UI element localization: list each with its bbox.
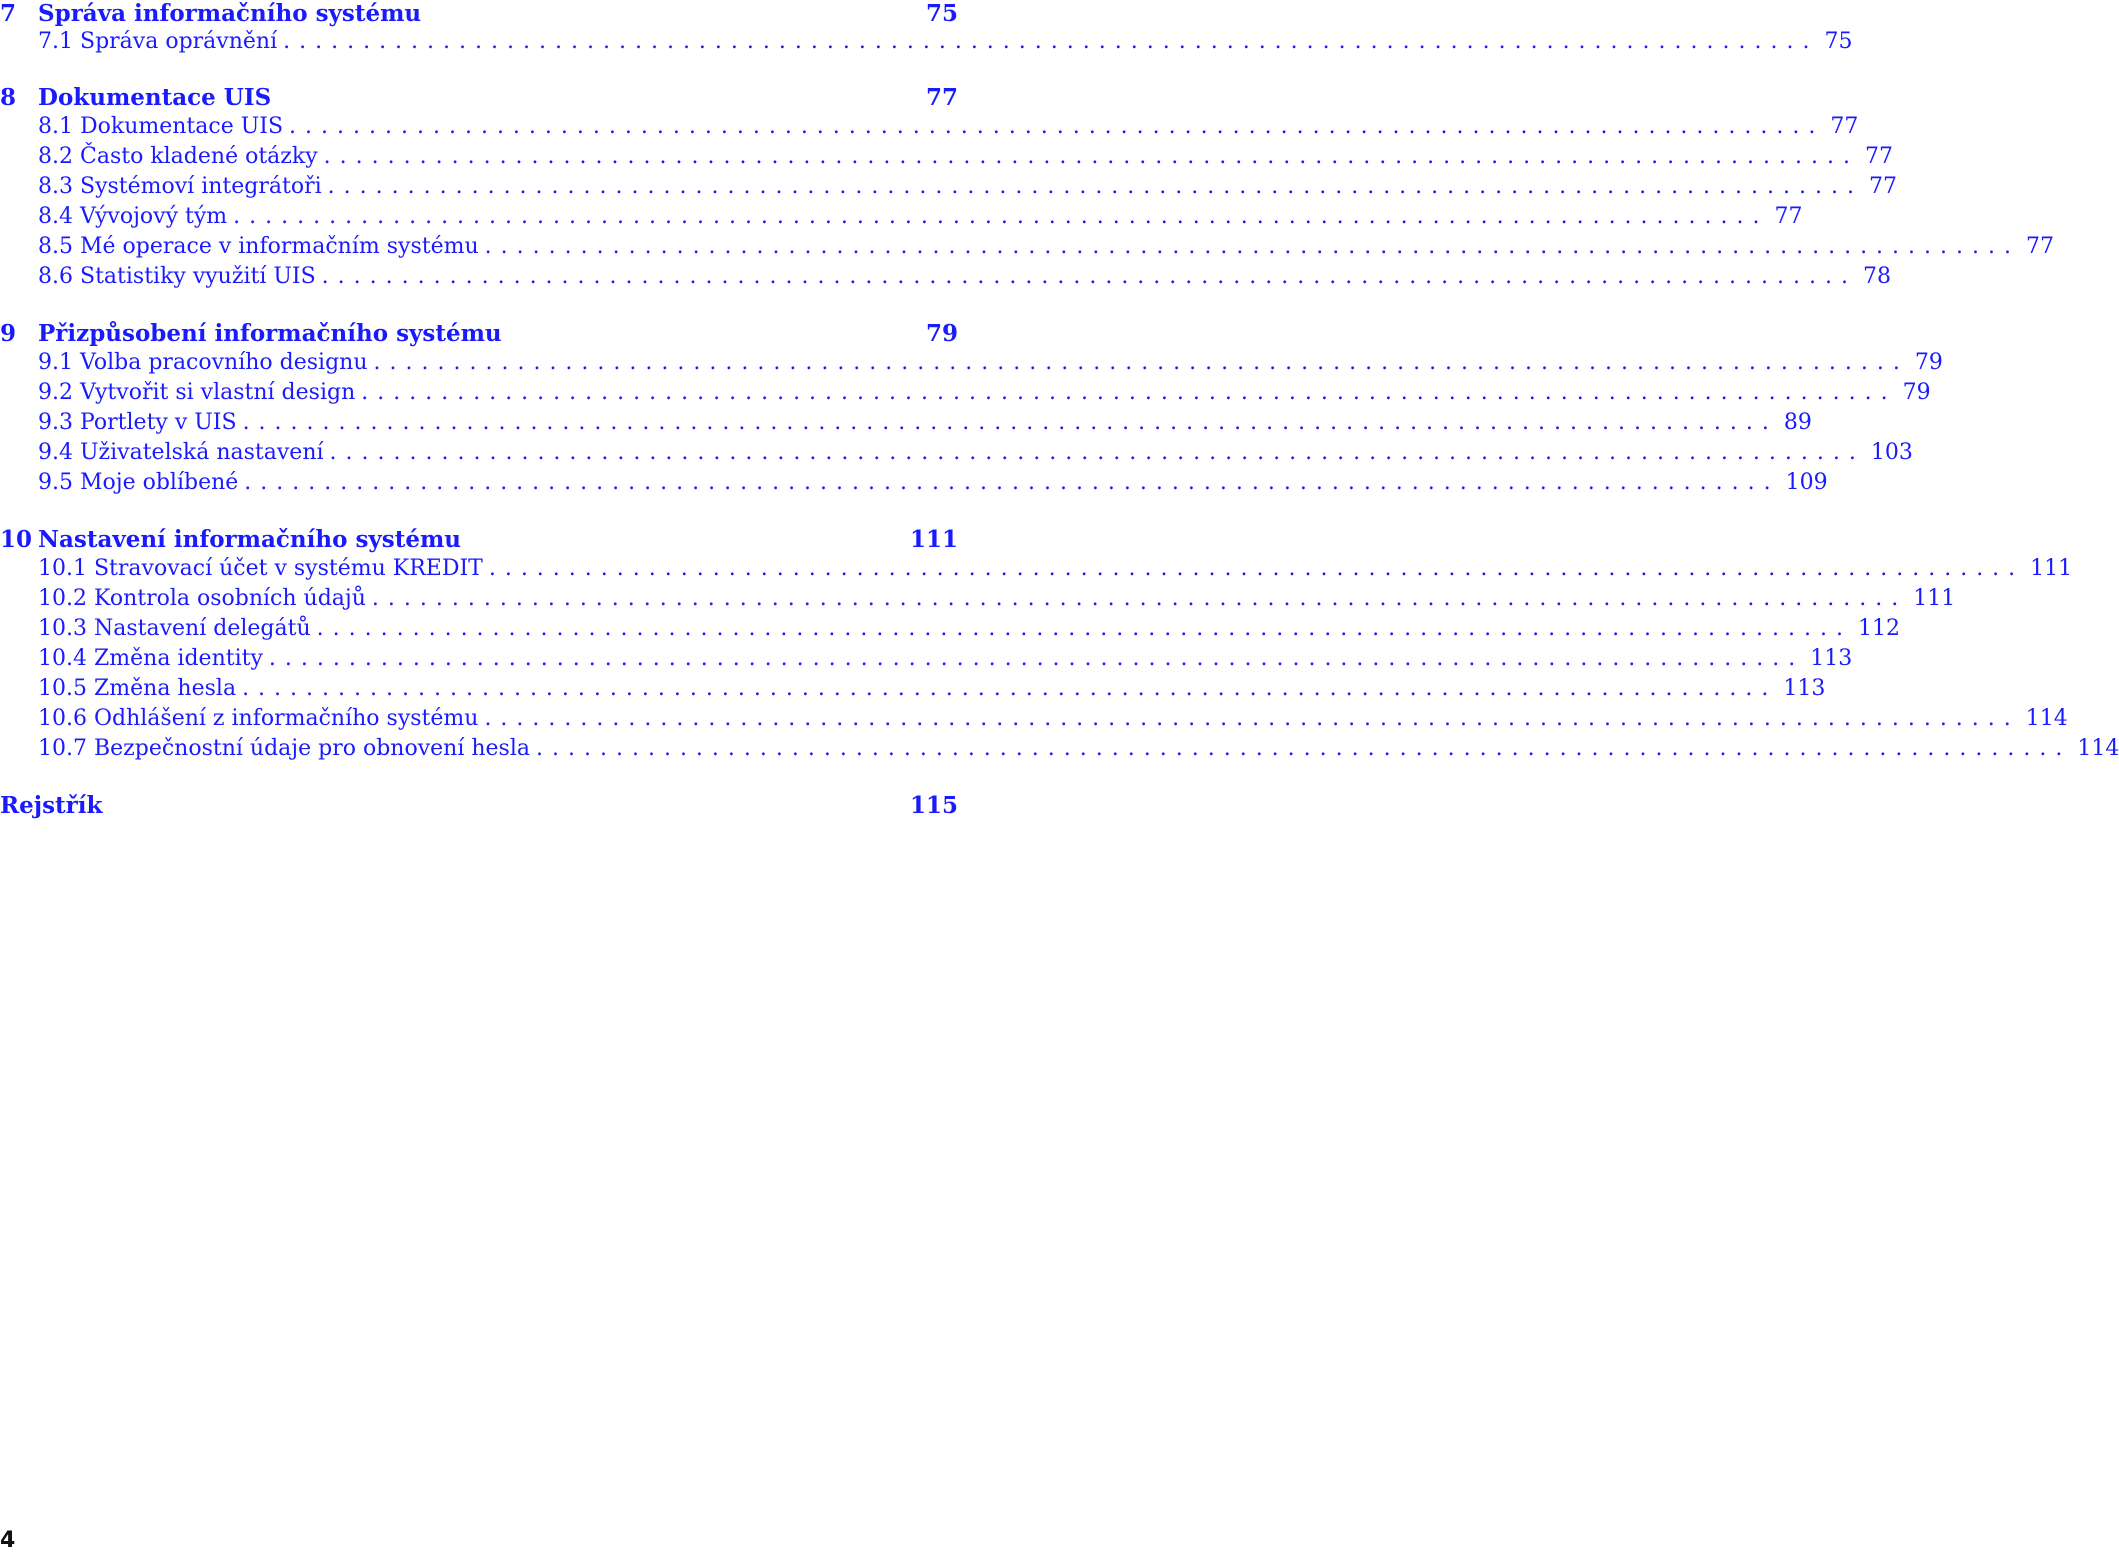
chapter-number: 10 — [0, 526, 33, 553]
toc-index[interactable] — [0, 792, 958, 819]
section-page: 89 — [1783, 410, 1812, 435]
toc-section[interactable] — [0, 114, 1859, 139]
section-number: 10.5 — [38, 676, 87, 701]
section-number: 8.5 — [38, 234, 73, 259]
toc-section[interactable] — [0, 440, 1913, 465]
toc-section[interactable] — [0, 676, 1826, 701]
section-page: 114 — [2025, 706, 2068, 731]
chapter-page: 79 — [925, 320, 958, 347]
section-title: Mé operace v informačním systému — [80, 234, 479, 259]
toc-section[interactable] — [0, 556, 2073, 581]
section-number: 10.3 — [38, 616, 87, 641]
toc-section[interactable] — [0, 204, 1803, 229]
section-page: 103 — [1870, 440, 1913, 465]
section-page: 113 — [1810, 646, 1853, 671]
section-page: 77 — [1864, 144, 1893, 169]
dot-leader: ................................................................................................ — [244, 470, 1780, 495]
toc-section[interactable] — [0, 144, 1893, 169]
section-title: Dokumentace UIS — [80, 114, 284, 139]
section-page: 111 — [2030, 556, 2073, 581]
section-page: 77 — [1868, 174, 1897, 199]
section-number: 10.1 — [38, 556, 87, 581]
section-number: 10.7 — [38, 736, 87, 761]
section-page: 111 — [1913, 586, 1956, 611]
dot-leader: ................................................................................................ — [289, 114, 1825, 139]
chapter-title: Přizpůsobení informačního systému — [38, 320, 502, 347]
chapter-number: 7 — [0, 0, 17, 27]
chapter-title: Nastavení informačního systému — [38, 526, 462, 553]
chapter-page: 111 — [909, 526, 958, 553]
dot-leader: ................................................................................................ — [361, 380, 1897, 405]
dot-leader: ................................................................................................ — [484, 234, 2020, 259]
section-number: 10.4 — [38, 646, 87, 671]
section-page: 114 — [2077, 736, 2119, 761]
toc-section[interactable] — [0, 706, 2068, 731]
dot-leader: ................................................................................................ — [283, 29, 1819, 54]
toc-chapter[interactable] — [0, 526, 958, 553]
toc-chapter[interactable] — [0, 320, 958, 347]
section-title: Často kladené otázky — [80, 144, 318, 169]
section-number: 9.4 — [38, 440, 73, 465]
section-page: 77 — [2026, 234, 2054, 259]
section-number: 7.1 — [38, 29, 73, 54]
dot-leader: ................................................................................................ — [242, 676, 1778, 701]
section-number: 9.3 — [38, 410, 73, 435]
section-page: 77 — [1830, 114, 1859, 139]
toc-section[interactable] — [0, 380, 1931, 405]
dot-leader: ................................................................................................ — [488, 556, 2025, 581]
index-page: 115 — [909, 792, 958, 819]
chapter-number: 8 — [0, 84, 17, 111]
section-page: 113 — [1783, 676, 1826, 701]
section-title: Stravovací účet v systému KREDIT — [93, 556, 483, 581]
chapter-page: 75 — [925, 0, 958, 27]
section-title: Kontrola osobních údajů — [93, 586, 366, 611]
section-page: 109 — [1785, 470, 1828, 495]
section-page: 79 — [1902, 380, 1931, 405]
chapter-page: 77 — [925, 84, 958, 111]
toc-chapter[interactable] — [0, 84, 958, 111]
toc-section[interactable] — [0, 410, 1812, 435]
section-page: 75 — [1824, 29, 1853, 54]
section-number: 8.1 — [38, 114, 73, 139]
section-title: Portlety v UIS — [80, 410, 237, 435]
section-title: Vývojový tým — [80, 204, 228, 229]
section-title: Změna identity — [93, 646, 263, 671]
section-number: 8.3 — [38, 174, 73, 199]
dot-leader: ................................................................................................ — [329, 440, 1865, 465]
index-title: Rejstřík — [0, 792, 103, 819]
page-number: 4 — [0, 1528, 16, 1553]
toc-chapter[interactable] — [0, 0, 958, 27]
section-page: 79 — [1914, 350, 1943, 375]
section-title: Uživatelská nastavení — [80, 440, 324, 465]
section-title: Volba pracovního designu — [80, 350, 368, 375]
section-title: Odhlášení z informačního systému — [93, 706, 479, 731]
dot-leader: ................................................................................................ — [373, 350, 1909, 375]
chapter-number: 9 — [0, 320, 17, 347]
section-number: 9.1 — [38, 350, 73, 375]
toc-section[interactable] — [0, 646, 1853, 671]
section-title: Správa oprávnění — [80, 29, 278, 54]
section-title: Bezpečnostní údaje pro obnovení hesla — [93, 736, 530, 761]
toc-section[interactable] — [0, 616, 1900, 641]
section-number: 8.2 — [38, 144, 73, 169]
section-title: Změna hesla — [93, 676, 237, 701]
toc-section[interactable] — [0, 470, 1828, 495]
section-number: 9.2 — [38, 380, 73, 405]
toc-section[interactable] — [0, 264, 1891, 289]
toc-section[interactable] — [0, 174, 1897, 199]
section-title: Statistiky využití UIS — [80, 264, 316, 289]
section-page: 78 — [1863, 264, 1891, 289]
dot-leader: ................................................................................................ — [323, 144, 1859, 169]
dot-leader: ................................................................................................ — [242, 410, 1778, 435]
section-number: 9.5 — [38, 470, 73, 495]
dot-leader: ................................................................................................ — [316, 616, 1852, 641]
toc-section[interactable] — [0, 234, 2054, 259]
chapter-title: Dokumentace UIS — [38, 84, 272, 111]
section-title: Systémoví integrátoři — [80, 174, 322, 199]
section-number: 10.6 — [38, 706, 87, 731]
section-number: 8.4 — [38, 204, 73, 229]
section-page: 112 — [1857, 616, 1900, 641]
dot-leader: ................................................................................................ — [327, 174, 1863, 199]
section-number: 10.2 — [38, 586, 87, 611]
section-title: Vytvořit si vlastní design — [80, 380, 356, 405]
section-page: 77 — [1774, 204, 1803, 229]
chapter-title: Správa informačního systému — [38, 0, 422, 27]
dot-leader: ................................................................................................ — [233, 204, 1769, 229]
section-title: Nastavení delegátů — [93, 616, 311, 641]
toc-section[interactable] — [0, 350, 1943, 375]
section-title: Moje oblíbené — [80, 470, 239, 495]
dot-leader: ................................................................................................ — [371, 586, 1908, 611]
dot-leader: ................................................................................................ — [484, 706, 2020, 731]
toc-section[interactable] — [0, 29, 1853, 54]
dot-leader: ................................................................................................ — [536, 736, 2072, 761]
dot-leader: ................................................................................................ — [321, 264, 1857, 289]
section-number: 8.6 — [38, 264, 73, 289]
toc-section[interactable] — [0, 736, 2119, 761]
dot-leader: ................................................................................................ — [268, 646, 1805, 671]
toc-section[interactable] — [0, 586, 1956, 611]
